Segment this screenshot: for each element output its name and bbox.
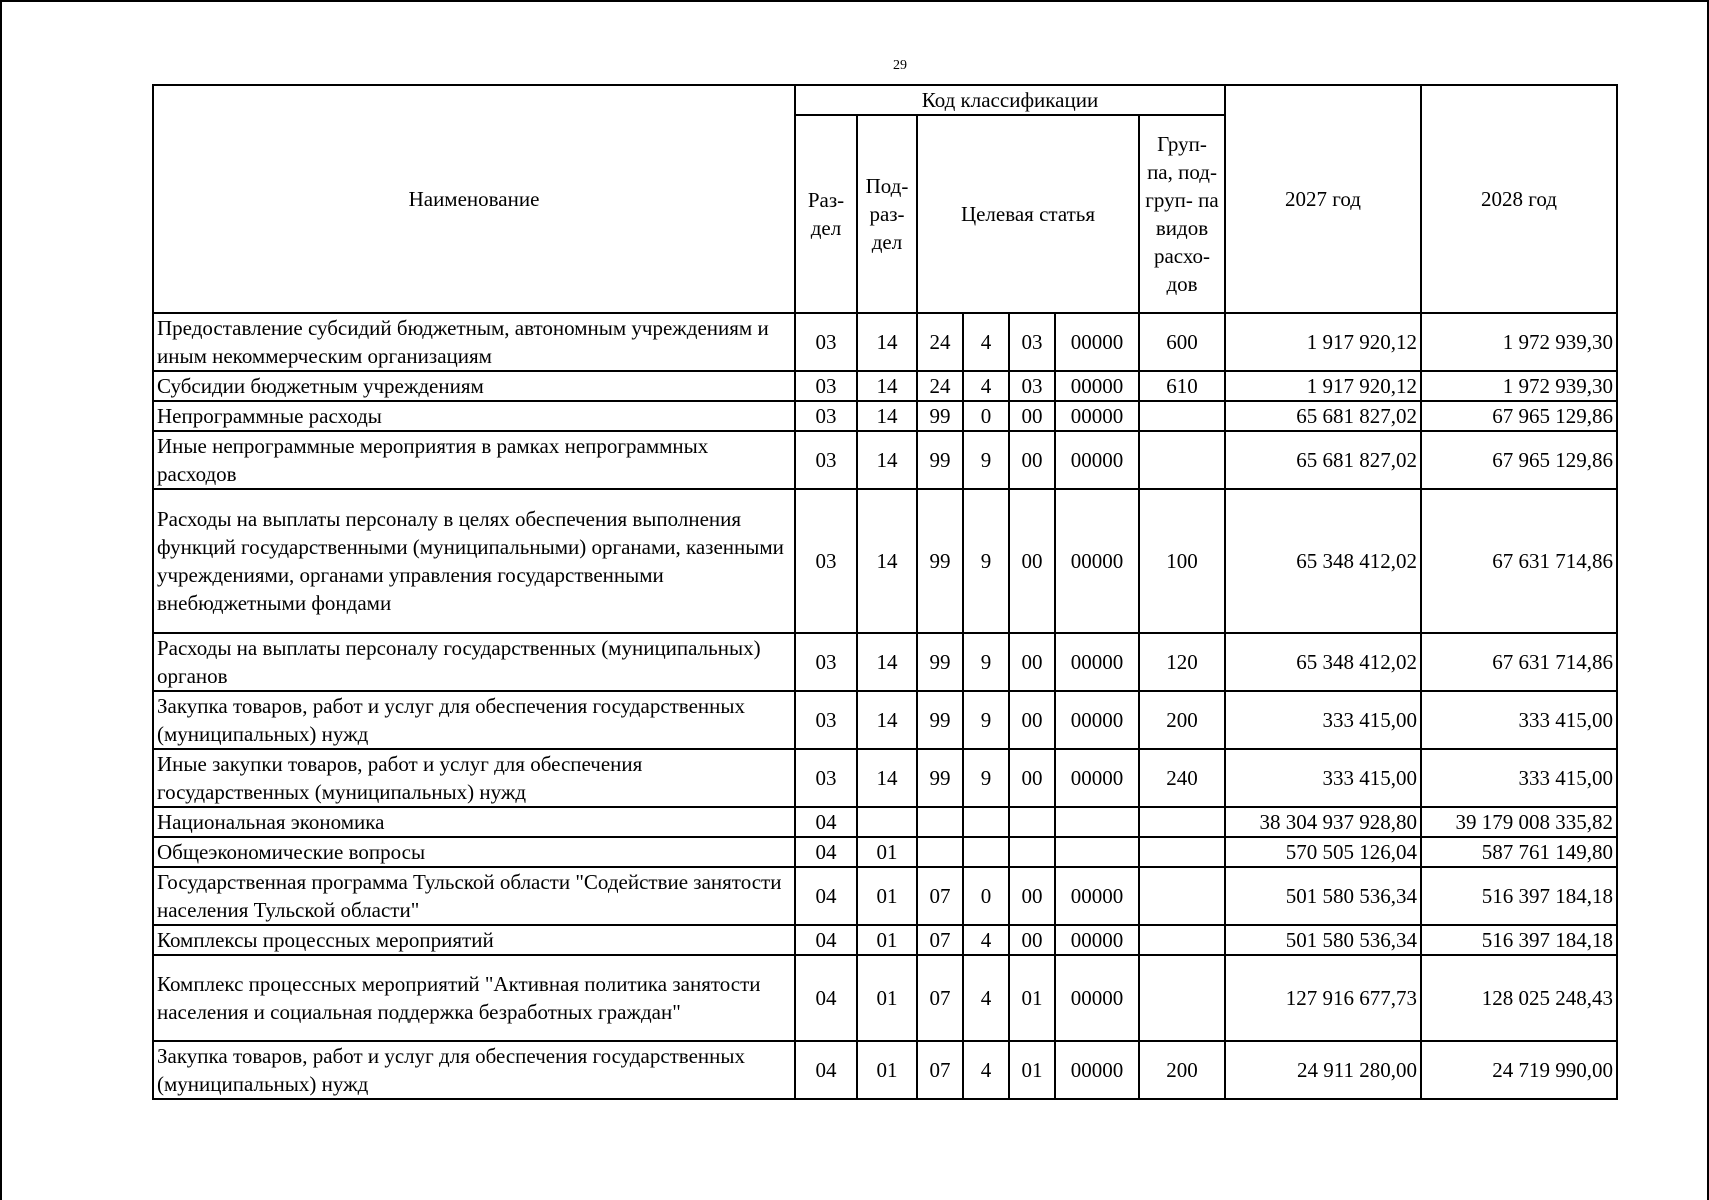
row-2028: 587 761 149,80 bbox=[1421, 837, 1617, 867]
budget-table bbox=[152, 84, 1618, 1100]
row-2028: 333 415,00 bbox=[1421, 691, 1617, 749]
row-target-1: 24 bbox=[917, 313, 963, 371]
row-target-3: 00 bbox=[1009, 489, 1055, 633]
row-2028: 1 972 939,30 bbox=[1421, 313, 1617, 371]
row-target-4: 00000 bbox=[1055, 867, 1139, 925]
row-target-2: 4 bbox=[963, 313, 1009, 371]
row-target-3: 00 bbox=[1009, 633, 1055, 691]
row-razdel: 04 bbox=[795, 867, 857, 925]
row-target-2: 9 bbox=[963, 431, 1009, 489]
header-target: Целевая статья bbox=[917, 115, 1139, 313]
row-target-1: 99 bbox=[917, 489, 963, 633]
table-row bbox=[153, 925, 1617, 955]
row-razdel: 04 bbox=[795, 837, 857, 867]
header-name: Наименование bbox=[153, 85, 795, 313]
row-target-2: 4 bbox=[963, 371, 1009, 401]
row-target-1: 07 bbox=[917, 925, 963, 955]
header-row-1 bbox=[153, 85, 1617, 115]
row-name: Закупка товаров, работ и услуг для обеспечения государственных (муниципальных) нужд bbox=[153, 1041, 795, 1099]
page-border-top bbox=[0, 0, 1709, 2]
row-podrazdel: 14 bbox=[857, 371, 917, 401]
row-target-4: 00000 bbox=[1055, 749, 1139, 807]
row-target-3 bbox=[1009, 807, 1055, 837]
row-razdel: 03 bbox=[795, 401, 857, 431]
row-target-4: 00000 bbox=[1055, 1041, 1139, 1099]
row-podrazdel: 01 bbox=[857, 867, 917, 925]
row-target-2 bbox=[963, 837, 1009, 867]
row-target-3: 01 bbox=[1009, 955, 1055, 1041]
table-row bbox=[153, 431, 1617, 489]
row-2027: 501 580 536,34 bbox=[1225, 925, 1421, 955]
row-target-3: 03 bbox=[1009, 313, 1055, 371]
row-name: Иные непрограммные мероприятия в рамках непрограммных расходов bbox=[153, 431, 795, 489]
row-razdel: 04 bbox=[795, 955, 857, 1041]
row-podrazdel: 14 bbox=[857, 401, 917, 431]
row-podrazdel: 01 bbox=[857, 925, 917, 955]
row-group bbox=[1139, 401, 1225, 431]
row-name: Иные закупки товаров, работ и услуг для обеспечения государственных (муниципальных) нужд bbox=[153, 749, 795, 807]
table-row bbox=[153, 489, 1617, 633]
row-2028: 516 397 184,18 bbox=[1421, 867, 1617, 925]
row-2027: 501 580 536,34 bbox=[1225, 867, 1421, 925]
table-row bbox=[153, 313, 1617, 371]
row-target-3 bbox=[1009, 837, 1055, 867]
row-target-3: 00 bbox=[1009, 749, 1055, 807]
row-2027: 570 505 126,04 bbox=[1225, 837, 1421, 867]
row-podrazdel: 14 bbox=[857, 489, 917, 633]
row-target-3: 00 bbox=[1009, 431, 1055, 489]
row-podrazdel: 14 bbox=[857, 691, 917, 749]
table-row bbox=[153, 749, 1617, 807]
row-target-4: 00000 bbox=[1055, 633, 1139, 691]
row-podrazdel: 14 bbox=[857, 633, 917, 691]
table-row bbox=[153, 807, 1617, 837]
row-razdel: 04 bbox=[795, 807, 857, 837]
row-razdel: 03 bbox=[795, 489, 857, 633]
row-podrazdel: 14 bbox=[857, 431, 917, 489]
row-target-1 bbox=[917, 837, 963, 867]
table-row bbox=[153, 1041, 1617, 1099]
row-target-1: 99 bbox=[917, 401, 963, 431]
row-target-1: 99 bbox=[917, 691, 963, 749]
row-razdel: 03 bbox=[795, 431, 857, 489]
row-target-2: 0 bbox=[963, 401, 1009, 431]
row-razdel: 03 bbox=[795, 371, 857, 401]
row-target-3: 03 bbox=[1009, 371, 1055, 401]
row-podrazdel: 01 bbox=[857, 1041, 917, 1099]
table-row bbox=[153, 371, 1617, 401]
row-group: 240 bbox=[1139, 749, 1225, 807]
table-row bbox=[153, 633, 1617, 691]
row-group bbox=[1139, 431, 1225, 489]
row-target-2: 4 bbox=[963, 925, 1009, 955]
row-2027: 24 911 280,00 bbox=[1225, 1041, 1421, 1099]
table-row bbox=[153, 691, 1617, 749]
row-target-2: 9 bbox=[963, 691, 1009, 749]
row-2028: 1 972 939,30 bbox=[1421, 371, 1617, 401]
row-2027: 65 681 827,02 bbox=[1225, 431, 1421, 489]
row-2027: 333 415,00 bbox=[1225, 749, 1421, 807]
row-target-4: 00000 bbox=[1055, 955, 1139, 1041]
row-target-2: 9 bbox=[963, 749, 1009, 807]
row-2027: 38 304 937 928,80 bbox=[1225, 807, 1421, 837]
header-code: Код классификации bbox=[795, 85, 1225, 115]
row-target-1: 07 bbox=[917, 867, 963, 925]
table-row bbox=[153, 867, 1617, 925]
row-2028: 67 631 714,86 bbox=[1421, 633, 1617, 691]
row-group bbox=[1139, 955, 1225, 1041]
row-group bbox=[1139, 867, 1225, 925]
row-name: Комплексы процессных мероприятий bbox=[153, 925, 795, 955]
row-target-4: 00000 bbox=[1055, 431, 1139, 489]
row-razdel: 04 bbox=[795, 1041, 857, 1099]
row-2027: 65 348 412,02 bbox=[1225, 633, 1421, 691]
row-2027: 1 917 920,12 bbox=[1225, 371, 1421, 401]
row-target-1: 07 bbox=[917, 955, 963, 1041]
row-target-3: 00 bbox=[1009, 867, 1055, 925]
row-2027: 65 348 412,02 bbox=[1225, 489, 1421, 633]
row-target-4: 00000 bbox=[1055, 313, 1139, 371]
row-group bbox=[1139, 837, 1225, 867]
row-2028: 516 397 184,18 bbox=[1421, 925, 1617, 955]
row-podrazdel: 01 bbox=[857, 837, 917, 867]
table-row bbox=[153, 837, 1617, 867]
row-2028: 67 631 714,86 bbox=[1421, 489, 1617, 633]
row-name: Государственная программа Тульской области "Содействие занятости населения Тульской области" bbox=[153, 867, 795, 925]
page-border-left bbox=[0, 0, 2, 1200]
row-target-2: 9 bbox=[963, 633, 1009, 691]
row-target-4 bbox=[1055, 837, 1139, 867]
row-group: 200 bbox=[1139, 691, 1225, 749]
table-row bbox=[153, 955, 1617, 1041]
row-podrazdel: 01 bbox=[857, 955, 917, 1041]
row-name: Расходы на выплаты персоналу государственных (муниципальных) органов bbox=[153, 633, 795, 691]
row-group bbox=[1139, 925, 1225, 955]
row-target-1: 24 bbox=[917, 371, 963, 401]
row-2027: 127 916 677,73 bbox=[1225, 955, 1421, 1041]
row-2028: 24 719 990,00 bbox=[1421, 1041, 1617, 1099]
row-2028: 67 965 129,86 bbox=[1421, 431, 1617, 489]
header-2027: 2027 год bbox=[1225, 85, 1421, 313]
row-target-4: 00000 bbox=[1055, 691, 1139, 749]
row-group: 610 bbox=[1139, 371, 1225, 401]
row-name: Субсидии бюджетным учреждениям bbox=[153, 371, 795, 401]
row-name: Комплекс процессных мероприятий "Активная политика занятости населения и социальная поддержка безработных граждан" bbox=[153, 955, 795, 1041]
row-target-2: 9 bbox=[963, 489, 1009, 633]
row-razdel: 03 bbox=[795, 691, 857, 749]
row-target-4: 00000 bbox=[1055, 401, 1139, 431]
row-2027: 333 415,00 bbox=[1225, 691, 1421, 749]
row-target-1 bbox=[917, 807, 963, 837]
row-name: Национальная экономика bbox=[153, 807, 795, 837]
row-target-4: 00000 bbox=[1055, 489, 1139, 633]
row-group: 100 bbox=[1139, 489, 1225, 633]
row-target-1: 07 bbox=[917, 1041, 963, 1099]
row-2027: 65 681 827,02 bbox=[1225, 401, 1421, 431]
row-razdel: 03 bbox=[795, 313, 857, 371]
header-razdel: Раз- дел bbox=[795, 115, 857, 313]
page-number: 29 bbox=[893, 58, 907, 73]
row-target-3: 00 bbox=[1009, 691, 1055, 749]
row-target-2: 4 bbox=[963, 1041, 1009, 1099]
row-target-3: 00 bbox=[1009, 401, 1055, 431]
row-group bbox=[1139, 807, 1225, 837]
row-2028: 333 415,00 bbox=[1421, 749, 1617, 807]
row-razdel: 04 bbox=[795, 925, 857, 955]
row-target-2: 0 bbox=[963, 867, 1009, 925]
row-podrazdel bbox=[857, 807, 917, 837]
row-name: Закупка товаров, работ и услуг для обеспечения государственных (муниципальных) нужд bbox=[153, 691, 795, 749]
row-target-4: 00000 bbox=[1055, 371, 1139, 401]
row-2027: 1 917 920,12 bbox=[1225, 313, 1421, 371]
row-target-3: 00 bbox=[1009, 925, 1055, 955]
row-group: 120 bbox=[1139, 633, 1225, 691]
header-group: Груп- па, под- груп- па видов расхо- дов bbox=[1139, 115, 1225, 313]
table-row bbox=[153, 401, 1617, 431]
row-target-1: 99 bbox=[917, 749, 963, 807]
row-target-1: 99 bbox=[917, 633, 963, 691]
header-2028: 2028 год bbox=[1421, 85, 1617, 313]
row-target-3: 01 bbox=[1009, 1041, 1055, 1099]
row-target-1: 99 bbox=[917, 431, 963, 489]
row-group: 200 bbox=[1139, 1041, 1225, 1099]
row-2028: 128 025 248,43 bbox=[1421, 955, 1617, 1041]
row-2028: 39 179 008 335,82 bbox=[1421, 807, 1617, 837]
row-razdel: 03 bbox=[795, 749, 857, 807]
row-name: Непрограммные расходы bbox=[153, 401, 795, 431]
row-target-2 bbox=[963, 807, 1009, 837]
row-2028: 67 965 129,86 bbox=[1421, 401, 1617, 431]
header-podrazdel: Под- раз- дел bbox=[857, 115, 917, 313]
row-target-4: 00000 bbox=[1055, 925, 1139, 955]
row-podrazdel: 14 bbox=[857, 313, 917, 371]
row-target-4 bbox=[1055, 807, 1139, 837]
row-group: 600 bbox=[1139, 313, 1225, 371]
row-razdel: 03 bbox=[795, 633, 857, 691]
row-podrazdel: 14 bbox=[857, 749, 917, 807]
row-name: Предоставление субсидий бюджетным, автономным учреждениям и иным некоммерческим организациям bbox=[153, 313, 795, 371]
row-target-2: 4 bbox=[963, 955, 1009, 1041]
row-name: Общеэкономические вопросы bbox=[153, 837, 795, 867]
row-name: Расходы на выплаты персоналу в целях обеспечения выполнения функций государственными (муниципальными) органами, казенными учреждениями, органами управления государственными внебюджетными фондами bbox=[153, 489, 795, 633]
